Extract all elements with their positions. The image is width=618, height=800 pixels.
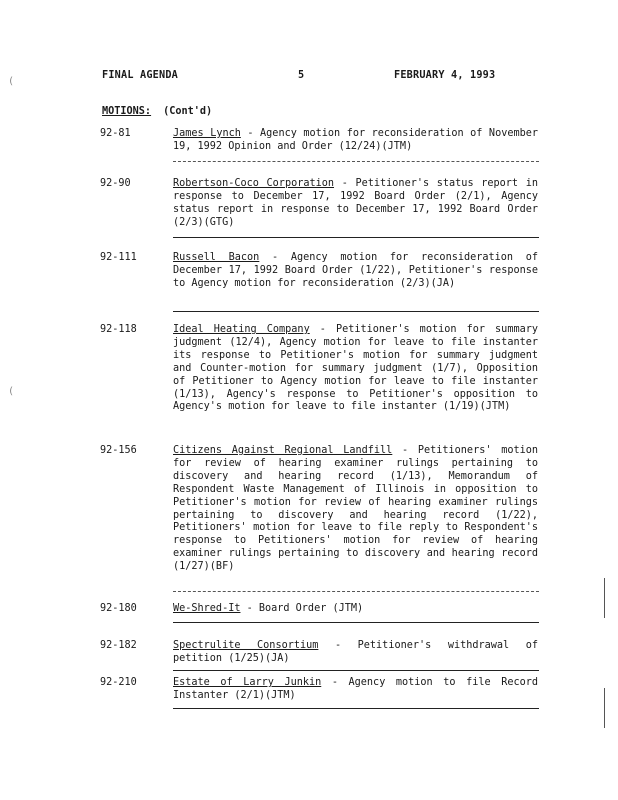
case-number: 92-182 bbox=[100, 640, 137, 651]
case-number: 92-180 bbox=[100, 603, 137, 614]
case-description bbox=[173, 640, 538, 666]
page-number: 5 bbox=[298, 70, 305, 81]
entry-divider bbox=[173, 708, 539, 709]
entry-divider bbox=[173, 311, 539, 312]
entry-divider bbox=[173, 670, 539, 671]
case-text: - Petitioner's withdrawal of petition (1/25)(JA) bbox=[173, 640, 538, 664]
case-text: - Petitioner's status report in response to December 17, 1992 Board Order (2/1), Agency status report in response to December 17, 1992 Board Order (2/3)(GTG) bbox=[173, 178, 538, 228]
case-description bbox=[173, 445, 538, 574]
case-description bbox=[173, 324, 538, 414]
scan-mark: ( bbox=[8, 76, 15, 87]
case-number: 92-156 bbox=[100, 445, 137, 456]
section-heading bbox=[102, 106, 212, 117]
agenda-title: FINAL AGENDA bbox=[102, 70, 179, 81]
party-name: Citizens Against Regional Landfill bbox=[173, 445, 393, 456]
entry-divider bbox=[173, 161, 539, 162]
case-text: - Board Order (JTM) bbox=[240, 603, 364, 614]
entry-divider bbox=[173, 591, 539, 592]
scan-edge-line bbox=[604, 578, 605, 618]
party-name: Estate of Larry Junkin bbox=[173, 677, 322, 688]
case-text: - Agency motion to file Record Instanter (2/1)(JTM) bbox=[173, 677, 538, 701]
case-number: 92-118 bbox=[100, 324, 137, 335]
case-description bbox=[173, 128, 538, 154]
case-description bbox=[173, 677, 538, 703]
case-text: - Petitioner's motion for summary judgment (12/4), Agency motion for leave to file instanter its response to Petitioner's motion for summary judgment and Counter-motion for summary judgment (1/7), Opposition of Petitioner to Agency motion for leave to file instanter (1/13), Agency's response to Petitioner's opposition to Agency's motion for leave to file instanter (1/19)(JTM) bbox=[173, 324, 538, 413]
entry-divider bbox=[173, 237, 539, 238]
party-name: James Lynch bbox=[173, 128, 241, 139]
agenda-date: FEBRUARY 4, 1993 bbox=[394, 70, 496, 81]
scan-mark: ( bbox=[8, 386, 15, 397]
case-description bbox=[173, 178, 538, 230]
scan-edge-line bbox=[604, 688, 605, 728]
entry-divider bbox=[173, 622, 539, 623]
party-name: Spectrulite Consortium bbox=[173, 640, 319, 651]
case-description bbox=[173, 252, 538, 291]
case-number: 92-90 bbox=[100, 178, 131, 189]
section-continued: (Cont'd) bbox=[163, 106, 213, 117]
case-text: - Petitioners' motion for review of hearing examiner rulings pertaining to discovery and hearing record (1/13), Memorandum of Respondent Waste Management of Illinois in opposition to Petitioner's motion for review of hearing examiner rulings pertaining to discovery and hearing record (1/22), Petitioners' motion for leave to file reply to Respondent's response to Petitioners' motion for review of hearing examiner rulings pertaining to discovery and hearing record (1/27)(BF) bbox=[173, 445, 538, 573]
party-name: Robertson-Coco Corporation bbox=[173, 178, 335, 189]
case-number: 92-210 bbox=[100, 677, 137, 688]
case-text: - Agency motion for reconsideration of December 17, 1992 Board Order (1/22), Petitioner's response to Agency motion for reconsideration (2/3)(JA) bbox=[173, 252, 539, 289]
case-number: 92-81 bbox=[100, 128, 131, 139]
party-name: Ideal Heating Company bbox=[173, 324, 310, 335]
party-name: We-Shred-It bbox=[173, 603, 241, 614]
case-number: 92-111 bbox=[100, 252, 137, 263]
section-label: MOTIONS: bbox=[102, 106, 152, 117]
case-description bbox=[173, 603, 538, 616]
case-text: - Agency motion for reconsideration of November 19, 1992 Opinion and Order (12/24)(JTM) bbox=[173, 128, 538, 152]
party-name: Russell Bacon bbox=[173, 252, 260, 263]
